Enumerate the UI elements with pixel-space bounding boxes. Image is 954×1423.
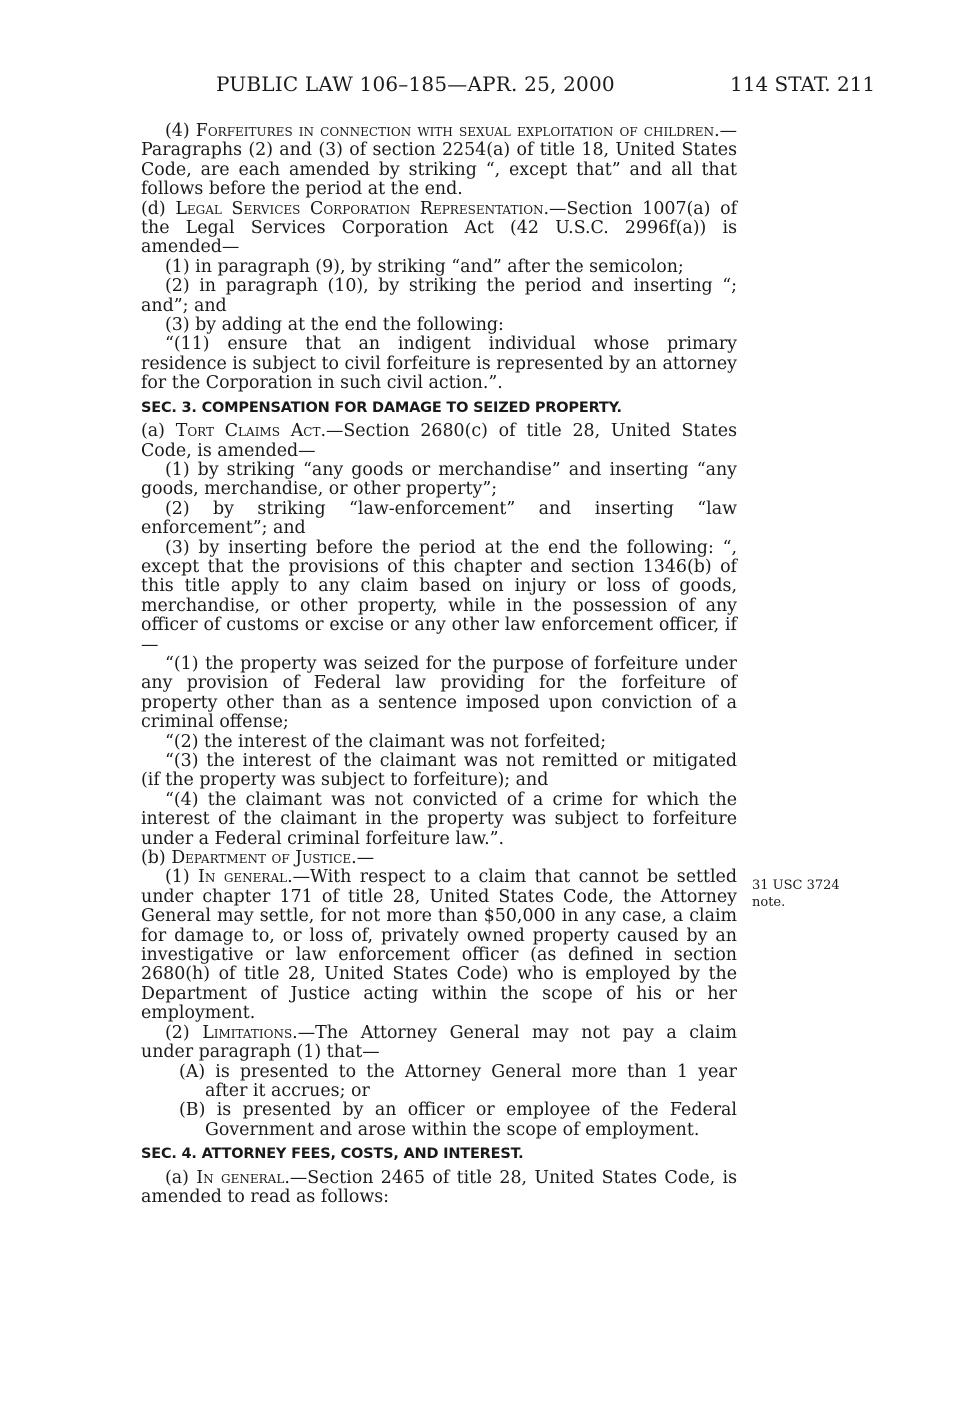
running-head: PUBLIC LAW 106–185—APR. 25, 2000: [216, 72, 615, 96]
list-item: (3) by inserting before the period at the end the following: “, except that the provisions of this chapter and section 1346(b) of this title apply to any claim based on injury or loss of goods, merchandise, or other property, while in the possession of any officer of customs or excise or any other law enforcement officer, if—: [141, 537, 737, 655]
paragraph-heading: Tort Claims Act: [175, 421, 321, 442]
paragraph-heading: Limitations: [202, 1022, 293, 1043]
inserted-clause: “(4) the claimant was not convicted of a crime for which the interest of the claimant in the property was subject to forfeiture under a Federal criminal forfeiture law.”.: [141, 789, 737, 849]
list-item: (1) by striking “any goods or merchandise” and inserting “any goods, merchandise, or other property”;: [141, 459, 737, 500]
margin-note-citation: 31 USC 3724: [752, 878, 840, 893]
subsection-a: (a) In general.—Section 2465 of title 28, United States Code, is amended to read as follows:: [141, 1167, 737, 1207]
margin-note: [752, 877, 862, 911]
inserted-clause: “(1) the property was seized for the purpose of forfeiture under any provision of Federal law providing for the forfeiture of property other than as a sentence imposed upon conviction of a criminal offense;: [141, 653, 737, 733]
body-text: [141, 122, 737, 1207]
paragraph-heading: In general: [198, 867, 288, 888]
subsection-a: (a) Tort Claims Act.—Section 2680(c) of title 28, United States Code, is amended—: [141, 421, 737, 461]
section-heading: SEC. 4. ATTORNEY FEES, COSTS, AND INTEREST.: [141, 1146, 524, 1163]
paragraph-c4: (4) Forfeitures in connection with sexual exploitation of children.—Paragraphs (2) and (3) of section 2254(a) of title 18, United States Code, are each amended by striking “, except that” and all that follows before the period at the end.: [141, 121, 737, 200]
paragraph-heading: Legal Services Corporation Representation: [175, 198, 544, 219]
list-item: (1) in paragraph (9), by striking “and” after the semicolon;: [165, 256, 684, 277]
margin-note-suffix: note.: [752, 895, 786, 910]
stat-page-number: 114 STAT. 211: [730, 72, 876, 96]
list-item: (2) in paragraph (10), by striking the period and inserting “; and”; and: [141, 276, 737, 316]
paragraph-heading: Forfeitures in connection with sexual exploitation of children: [195, 121, 715, 141]
inserted-text: “(11) ensure that an indigent individual whose primary residence is subject to civil forfeiture is represented by an attorney for the Corporation in such civil action.”.: [141, 334, 737, 394]
section-heading: SEC. 3. COMPENSATION FOR DAMAGE TO SEIZED PROPERTY.: [141, 399, 622, 416]
list-item: (3) by adding at the end the following:: [165, 315, 504, 336]
paragraph-b2: (2) Limitations.—The Attorney General may not pay a claim under paragraph (1) that—: [141, 1022, 737, 1063]
list-item: (B) is presented by an officer or employee of the Federal Government and arose within the scope of employment.: [179, 1100, 737, 1140]
paragraph-heading: In general: [196, 1167, 285, 1188]
inserted-clause: “(2) the interest of the claimant was not forfeited;: [165, 731, 607, 752]
paragraph-heading: Department of Justice: [171, 848, 352, 869]
paragraph-d: (d) Legal Services Corporation Representation.—Section 1007(a) of the Legal Services Corporation Act (42 U.S.C. 2996f(a)) is amended—: [141, 198, 738, 258]
paragraph-b1: (1) In general.—With respect to a claim that cannot be settled under chapter 171 of title 28, United States Code, the Attorney General may settle, for not more than $50,000 in any case, a claim for damage to, or loss of, privately owned property caused by an investigative or law enforcement officer (as defined in section 2680(h) of title 28, United States Code) who is employed by the Department of Justice acting within the scope of his or her employment.: [141, 867, 737, 1024]
inserted-clause: “(3) the interest of the claimant was not remitted or mitigated (if the property was subject to forfeiture); and: [141, 751, 737, 791]
list-item: (2) by striking “law-enforcement” and inserting “law enforcement”; and: [141, 498, 737, 539]
subsection-b: (b) Department of Justice.—: [141, 848, 375, 869]
list-item: (A) is presented to the Attorney General more than 1 year after it accrues; or: [179, 1061, 737, 1101]
